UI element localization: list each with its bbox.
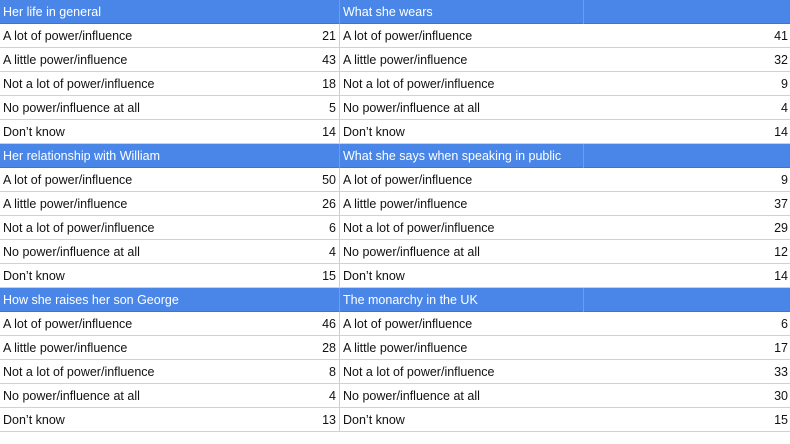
- section-title-right: The monarchy in the UK: [339, 288, 583, 312]
- row-value-right: 15: [774, 413, 788, 427]
- row-value-left: 6: [329, 221, 336, 235]
- table-row: [0, 216, 790, 240]
- section-header-row: [0, 288, 790, 312]
- table-row: [0, 96, 790, 120]
- section-title-left: How she raises her son George: [3, 293, 179, 307]
- row-label-left: Not a lot of power/influence: [3, 221, 155, 235]
- row-value-left: 5: [329, 101, 336, 115]
- row-value-right: 4: [781, 101, 788, 115]
- row-label-right: A little power/influence: [339, 192, 583, 216]
- row-value-left: 8: [329, 365, 336, 379]
- row-label-right: A little power/influence: [339, 336, 583, 360]
- section-header-row: [0, 144, 790, 168]
- row-value-right: 37: [774, 197, 788, 211]
- header-spacer-cell: [583, 144, 790, 168]
- table-row: [0, 408, 790, 432]
- row-value-right: 12: [774, 245, 788, 259]
- row-value-right: 17: [774, 341, 788, 355]
- table-row: [0, 120, 790, 144]
- row-label-right: Not a lot of power/influence: [339, 216, 583, 240]
- row-label-left: No power/influence at all: [3, 101, 140, 115]
- row-value-left: 4: [329, 389, 336, 403]
- row-value-left: 50: [322, 173, 336, 187]
- row-value-right: 33: [774, 365, 788, 379]
- row-label-right: Don’t know: [339, 408, 583, 432]
- row-label-right: A lot of power/influence: [339, 24, 583, 48]
- row-label-left: A lot of power/influence: [3, 173, 133, 187]
- row-value-right: 9: [781, 173, 788, 187]
- section-header-row: [0, 0, 790, 24]
- row-value-right: 41: [774, 29, 788, 43]
- row-label-right: A lot of power/influence: [339, 168, 583, 192]
- table-row: [0, 72, 790, 96]
- row-label-left: A little power/influence: [3, 341, 128, 355]
- row-value-left: 21: [322, 29, 336, 43]
- table-row: [0, 360, 790, 384]
- section-title-left: Her relationship with William: [3, 149, 160, 163]
- row-value-left: 13: [322, 413, 336, 427]
- table-row: [0, 24, 790, 48]
- row-label-right: A lot of power/influence: [339, 312, 583, 336]
- row-label-left: A lot of power/influence: [3, 317, 133, 331]
- table-row: [0, 192, 790, 216]
- row-label-left: No power/influence at all: [3, 389, 140, 403]
- row-label-left: Not a lot of power/influence: [3, 77, 155, 91]
- row-value-left: 43: [322, 53, 336, 67]
- row-label-left: Not a lot of power/influence: [3, 365, 155, 379]
- row-label-left: Don’t know: [3, 269, 65, 283]
- header-spacer-cell: [583, 0, 790, 24]
- row-value-right: 14: [774, 125, 788, 139]
- table-row: [0, 384, 790, 408]
- row-value-left: 14: [322, 125, 336, 139]
- row-label-left: A lot of power/influence: [3, 29, 133, 43]
- row-label-left: Don’t know: [3, 413, 65, 427]
- section-title-left: Her life in general: [3, 5, 101, 19]
- row-label-right: A little power/influence: [339, 48, 583, 72]
- row-value-left: 46: [322, 317, 336, 331]
- row-value-left: 18: [322, 77, 336, 91]
- row-value-right: 29: [774, 221, 788, 235]
- table-row: [0, 168, 790, 192]
- row-label-right: No power/influence at all: [339, 384, 583, 408]
- row-value-right: 32: [774, 53, 788, 67]
- row-value-right: 9: [781, 77, 788, 91]
- row-value-left: 4: [329, 245, 336, 259]
- row-value-right: 30: [774, 389, 788, 403]
- table-row: [0, 48, 790, 72]
- row-value-left: 26: [322, 197, 336, 211]
- row-label-right: Not a lot of power/influence: [339, 360, 583, 384]
- row-value-right: 14: [774, 269, 788, 283]
- table-row: [0, 264, 790, 288]
- row-label-right: Don’t know: [339, 120, 583, 144]
- table-row: [0, 312, 790, 336]
- table-row: [0, 336, 790, 360]
- row-label-right: No power/influence at all: [339, 240, 583, 264]
- row-label-left: A little power/influence: [3, 53, 128, 67]
- row-value-left: 15: [322, 269, 336, 283]
- row-value-right: 6: [781, 317, 788, 331]
- row-label-left: A little power/influence: [3, 197, 128, 211]
- table-row: [0, 240, 790, 264]
- row-label-right: Don’t know: [339, 264, 583, 288]
- row-label-left: Don’t know: [3, 125, 65, 139]
- row-label-right: No power/influence at all: [339, 96, 583, 120]
- row-label-left: No power/influence at all: [3, 245, 140, 259]
- row-label-right: Not a lot of power/influence: [339, 72, 583, 96]
- section-title-right: What she wears: [339, 0, 583, 24]
- header-spacer-cell: [583, 288, 790, 312]
- row-value-left: 28: [322, 341, 336, 355]
- section-title-right: What she says when speaking in public: [339, 144, 583, 168]
